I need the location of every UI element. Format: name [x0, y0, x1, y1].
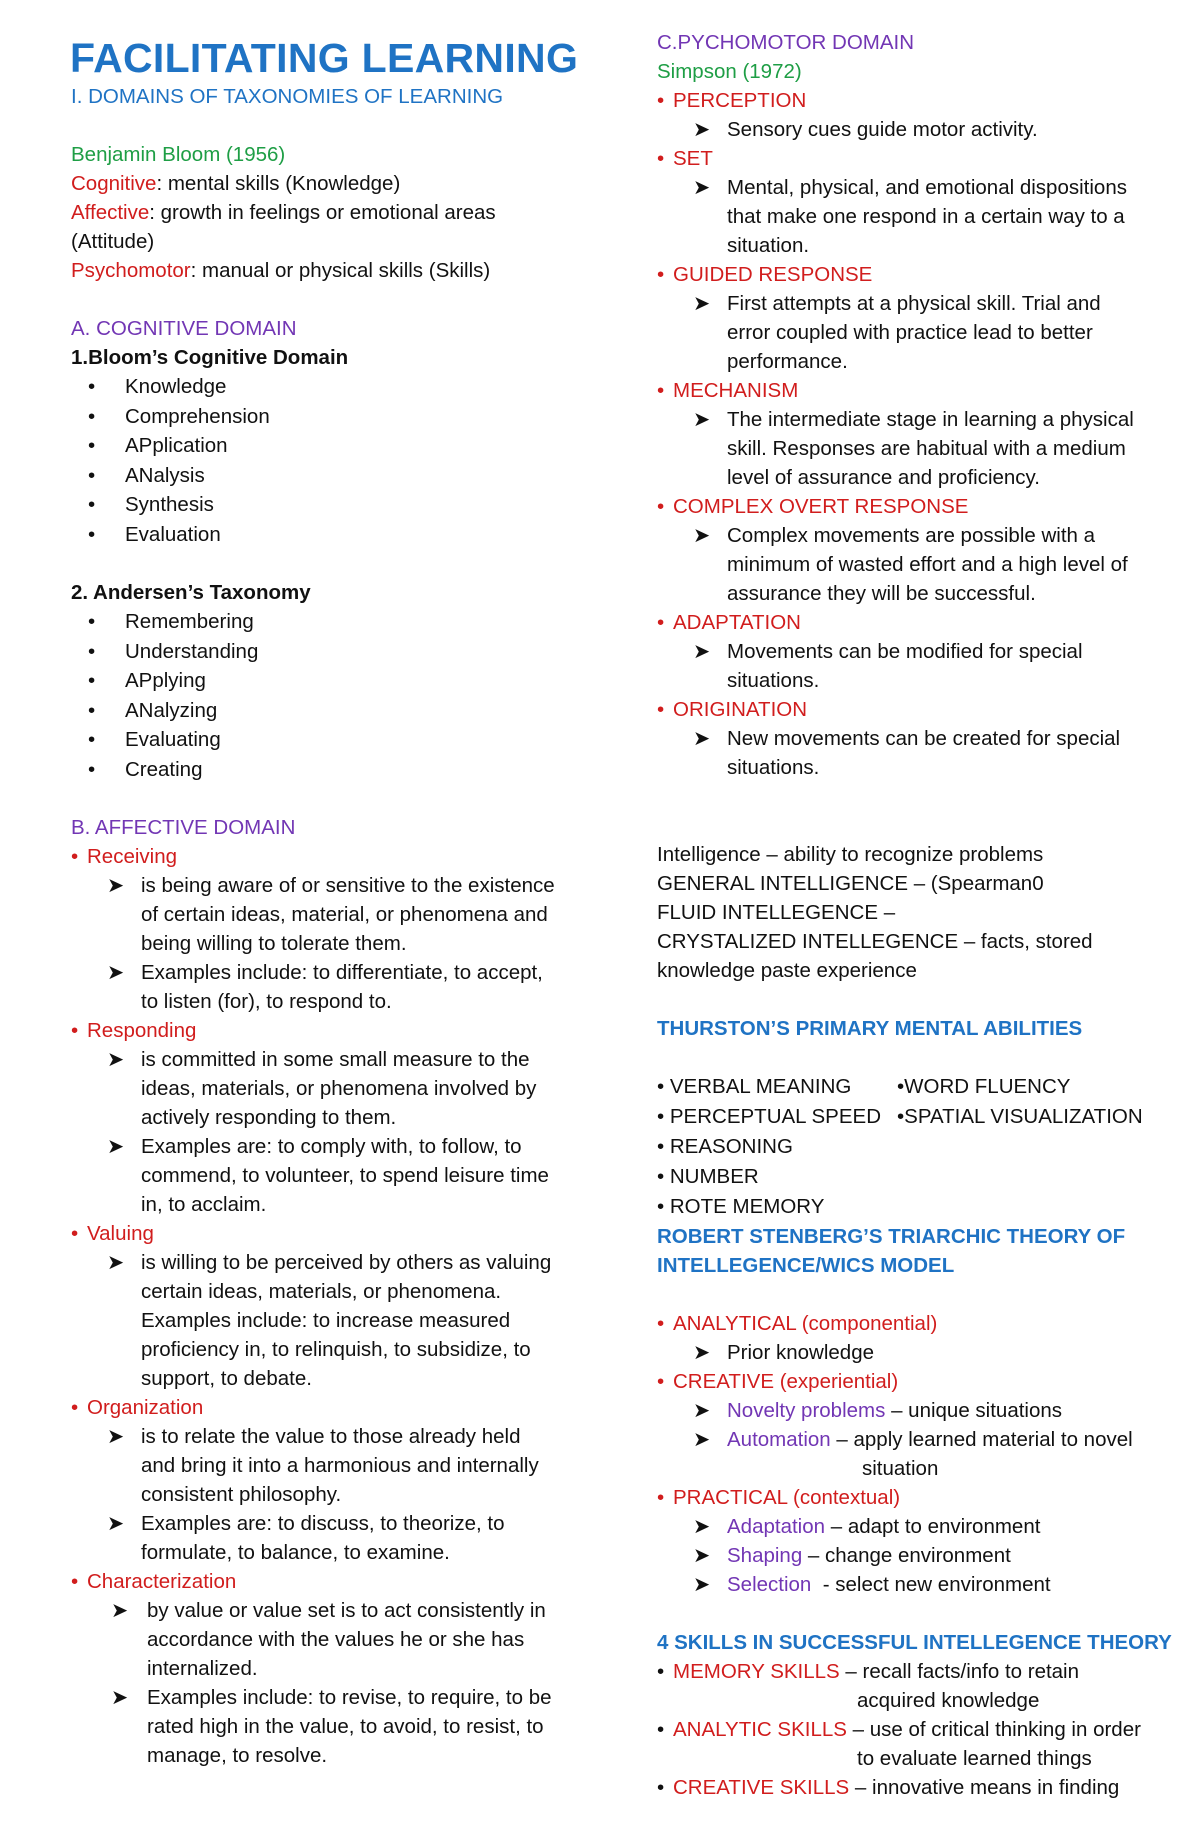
sternberg-heading-2: INTELLEGENCE/WICS MODEL [657, 1254, 955, 1277]
bloom-affective-line-2: (Attitude) [71, 230, 155, 253]
psychomotor-domain-heading: C.PYCHOMOTOR DOMAIN [657, 31, 915, 54]
list-item: • Creating [71, 755, 591, 785]
intelligence-line: FLUID INTELLEGENCE – [657, 901, 896, 924]
intelligence-line: knowledge paste experience [657, 959, 917, 982]
adaptation-desc: ➤ Movements can be modified for special situations. [657, 637, 1177, 695]
psychomotor-item-complex-overt-response: • COMPLEX OVERT RESPONSE [657, 492, 1177, 521]
affective-item-organization: • Organization [71, 1393, 591, 1422]
characterization-point-1: ➤ by value or value set is to act consistently in accordance with the values he or she has internalized. [71, 1596, 591, 1683]
arrow-bullet-icon: ➤ [693, 1515, 711, 1538]
arrow-bullet-icon: ➤ [693, 524, 711, 547]
mechanism-desc: ➤ The intermediate stage in learning a physical skill. Responses are habitual with a medium level of assurance and proficiency. [657, 405, 1177, 492]
arrow-bullet-icon: ➤ [693, 292, 711, 315]
skill-analytic-cont: to evaluate learned things [857, 1747, 1092, 1770]
bloom-cognitive-line: Cognitive: mental skills (Knowledge) [71, 172, 401, 195]
intelligence-line: Intelligence – ability to recognize problems [657, 843, 1044, 866]
arrow-bullet-icon: ➤ [107, 961, 125, 984]
arrow-bullet-icon: ➤ [107, 1048, 125, 1071]
characterization-point-2: ➤ Examples include: to revise, to require, to be rated high in the value, to avoid, to resist, to manage, to resolve. [71, 1683, 591, 1770]
andersen-list [71, 607, 591, 784]
arrow-bullet-icon: ➤ [693, 727, 711, 750]
list-item: • Understanding [71, 637, 591, 667]
psychomotor-item-perception: • PERCEPTION [657, 86, 1177, 115]
ability-row: • ROTE MEMORY [657, 1195, 825, 1218]
arrow-bullet-icon: ➤ [693, 118, 711, 141]
arrow-bullet-icon: ➤ [107, 1425, 125, 1448]
ability-row: • VERBAL MEANING •WORD FLUENCY [657, 1075, 1071, 1098]
complex-overt-response-desc: ➤ Complex movements are possible with a minimum of wasted effort and a high level of assurance they will be successful. [657, 521, 1177, 608]
simpson-source: Simpson (1972) [657, 60, 802, 83]
origination-desc: ➤ New movements can be created for special situations. [657, 724, 1177, 782]
arrow-bullet-icon: ➤ [111, 1686, 129, 1709]
analytical-desc: ➤ Prior knowledge [657, 1338, 1177, 1367]
cognitive-domain-heading: A. COGNITIVE DOMAIN [71, 317, 297, 340]
affective-item-characterization: • Characterization [71, 1567, 591, 1596]
set-desc: ➤ Mental, physical, and emotional dispositions that make one respond in a certain way to a situation. [657, 173, 1177, 260]
arrow-bullet-icon: ➤ [693, 640, 711, 663]
psychomotor-item-set: • SET [657, 144, 1177, 173]
skill-creative: • CREATIVE SKILLS – innovative means in finding [657, 1773, 1177, 1802]
list-item: • Evaluation [71, 520, 591, 550]
guided-response-desc: ➤ First attempts at a physical skill. Trial and error coupled with practice lead to better performance. [657, 289, 1177, 376]
organization-point-2: ➤ Examples are: to discuss, to theorize, to formulate, to balance, to examine. [71, 1509, 591, 1567]
arrow-bullet-icon: ➤ [111, 1599, 129, 1622]
list-item: • Comprehension [71, 402, 591, 432]
affective-item-receiving: • Receiving [71, 842, 591, 871]
creative-automation-cont: situation [862, 1457, 939, 1480]
skills-heading: 4 SKILLS IN SUCCESSFUL INTELLEGENCE THEORY [657, 1631, 1172, 1654]
list-item: • Knowledge [71, 372, 591, 402]
psychomotor-item-guided-response: • GUIDED RESPONSE [657, 260, 1177, 289]
bloom-cognitive-list [71, 372, 591, 549]
bloom-psychomotor-line: Psychomotor: manual or physical skills (Skills) [71, 259, 491, 282]
right-column [657, 28, 1177, 1802]
bloom-cognitive-subheading: 1.Bloom’s Cognitive Domain [71, 346, 349, 369]
sternberg-creative: • CREATIVE (experiential) [657, 1367, 1177, 1396]
psychomotor-item-adaptation: • ADAPTATION [657, 608, 1177, 637]
arrow-bullet-icon: ➤ [107, 1512, 125, 1535]
arrow-bullet-icon: ➤ [107, 1251, 125, 1274]
ability-row: • NUMBER [657, 1165, 759, 1188]
arrow-bullet-icon: ➤ [107, 1135, 125, 1158]
sternberg-practical: • PRACTICAL (contextual) [657, 1483, 1177, 1512]
psychomotor-item-mechanism: • MECHANISM [657, 376, 1177, 405]
section-heading-domains: I. DOMAINS OF TAXONOMIES OF LEARNING [71, 85, 504, 108]
skill-memory-cont: acquired knowledge [857, 1689, 1040, 1712]
bloom-affective-line: Affective: growth in feelings or emotional areas [71, 201, 496, 224]
list-item: • APplying [71, 666, 591, 696]
responding-point-1: ➤ is committed in some small measure to the ideas, materials, or phenomena involved by actively responding to them. [71, 1045, 591, 1132]
creative-automation: ➤ Automation – apply learned material to novel [657, 1425, 1177, 1454]
arrow-bullet-icon: ➤ [693, 1341, 711, 1364]
list-item: • APplication [71, 431, 591, 461]
bloom-heading: Benjamin Bloom (1956) [71, 143, 286, 166]
affective-item-valuing: • Valuing [71, 1219, 591, 1248]
andersen-subheading: 2. Andersen’s Taxonomy [71, 581, 311, 604]
arrow-bullet-icon: ➤ [693, 1544, 711, 1567]
list-item: • Remembering [71, 607, 591, 637]
page-title: FACILITATING LEARNING [70, 35, 579, 81]
receiving-point-2: ➤ Examples include: to differentiate, to accept, to listen (for), to respond to. [71, 958, 591, 1016]
skill-analytic: • ANALYTIC SKILLS – use of critical thinking in order [657, 1715, 1177, 1744]
practical-selection: ➤ Selection - select new environment [657, 1570, 1177, 1599]
valuing-point-1: ➤ is willing to be perceived by others as valuing certain ideas, materials, or phenomena. Examples include: to increase measured proficiency in, to relinquish, to subsidize, to support, to debate. [71, 1248, 591, 1393]
arrow-bullet-icon: ➤ [693, 408, 711, 431]
ability-row: • PERCEPTUAL SPEED •SPATIAL VISUALIZATION [657, 1105, 1143, 1128]
arrow-bullet-icon: ➤ [693, 1428, 711, 1451]
list-item: • ANalyzing [71, 696, 591, 726]
list-item: • ANalysis [71, 461, 591, 491]
sternberg-heading: ROBERT STENBERG’S TRIARCHIC THEORY OF [657, 1225, 1126, 1248]
practical-shaping: ➤ Shaping – change environment [657, 1541, 1177, 1570]
organization-point-1: ➤ is to relate the value to those already held and bring it into a harmonious and internally consistent philosophy. [71, 1422, 591, 1509]
receiving-point-1: ➤ is being aware of or sensitive to the existence of certain ideas, material, or phenomena and being willing to tolerate them. [71, 871, 591, 958]
list-item: • Synthesis [71, 490, 591, 520]
arrow-bullet-icon: ➤ [693, 1573, 711, 1596]
affective-domain-heading: B. AFFECTIVE DOMAIN [71, 816, 296, 839]
ability-row: • REASONING [657, 1135, 793, 1158]
sternberg-analytical: • ANALYTICAL (componential) [657, 1309, 1177, 1338]
responding-point-2: ➤ Examples are: to comply with, to follow, to commend, to volunteer, to spend leisure time in, to acclaim. [71, 1132, 591, 1219]
intelligence-line: GENERAL INTELLIGENCE – (Spearman0 [657, 872, 1044, 895]
arrow-bullet-icon: ➤ [693, 176, 711, 199]
skill-memory: • MEMORY SKILLS – recall facts/info to retain [657, 1657, 1177, 1686]
practical-adaptation: ➤ Adaptation – adapt to environment [657, 1512, 1177, 1541]
arrow-bullet-icon: ➤ [693, 1399, 711, 1422]
intelligence-definitions [657, 840, 1177, 985]
thurston-abilities [657, 1072, 1177, 1222]
arrow-bullet-icon: ➤ [107, 874, 125, 897]
psychomotor-item-origination: • ORIGINATION [657, 695, 1177, 724]
affective-item-responding: • Responding [71, 1016, 591, 1045]
perception-desc: ➤ Sensory cues guide motor activity. [657, 115, 1177, 144]
thurston-heading: THURSTON’S PRIMARY MENTAL ABILITIES [657, 1017, 1083, 1040]
list-item: • Evaluating [71, 725, 591, 755]
left-column [71, 0, 591, 1770]
creative-novelty: ➤ Novelty problems – unique situations [657, 1396, 1177, 1425]
intelligence-line: CRYSTALIZED INTELLEGENCE – facts, stored [657, 930, 1093, 953]
